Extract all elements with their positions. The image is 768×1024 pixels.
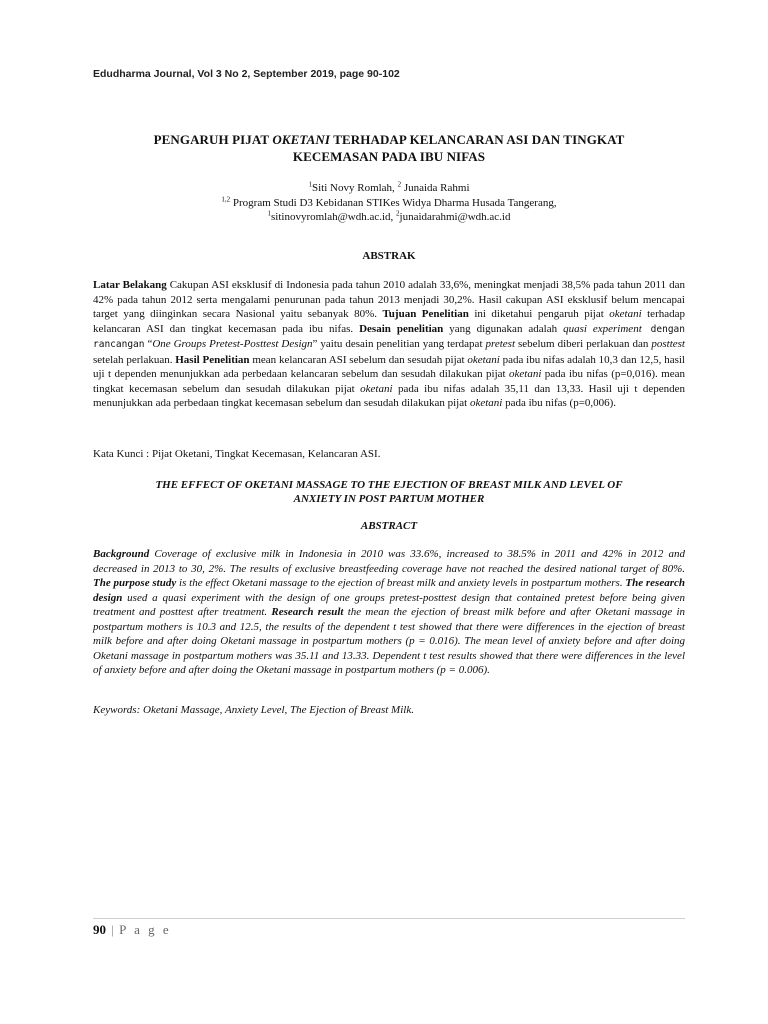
abstract-paragraph (93, 547, 685, 678)
abstract-text-2: is the effect Oketani massage to the ejection of breast milk and anxiety levels in postpartum mothers. (176, 577, 626, 589)
author-name-2: Junaida Rahmi (401, 182, 470, 194)
abstrak-text-6: ” yaitu desain penelitian yang terdapat (312, 338, 486, 350)
abstrak-text-2: ini diketahui pengaruh pijat (468, 308, 610, 320)
abstrak-mono-1: dengan rancangan (93, 323, 686, 350)
abstract-heading: ABSTRACT (360, 520, 418, 532)
abstrak-text-12: pada ibu nifas adalah 35,11 dan 13,33. Hasil uji t dependen menunjukkan ada perbedaan tingkat kecemasan sebelum dan sesudah dilakukan pijat (93, 382, 686, 409)
email-2[interactable]: junaidarahmi@wdh.ac.id (399, 211, 511, 223)
abstract-text-1: Coverage of exclusive milk in Indonesia in 2010 was 33.6%, increased to 38.5% in 2011 and 42% in 2012 and decreased in 2013 to 30, 2%. The results of exclusive breastfeeding coverage have not reached the desired national target of 80%. (93, 548, 685, 575)
abstrak-bold-1: Latar Belakang (93, 279, 167, 291)
abstract-bold-3: The research design (93, 577, 685, 604)
abstrak-text-13: pada ibu nifas (p=0,006). (502, 397, 617, 409)
abstrak-italic-3: One Groups Pretest-Posttest Design (152, 338, 313, 350)
abstrak-text-4: yang digunakan adalah (443, 322, 564, 335)
title-text-a: PENGARUH PIJAT (153, 132, 273, 147)
page-word: P a g e (119, 922, 172, 937)
abstract-bold-1: Background (93, 548, 150, 560)
english-title-line-2: ANXIETY IN POST PARTUM MOTHER (293, 493, 485, 505)
footer-separator: | (111, 922, 114, 937)
kata-kunci: Kata Kunci : Pijat Oketani, Tingkat Kecemasan, Kelancaran ASI. (93, 448, 381, 460)
abstrak-text-9: mean kelancaran ASI sebelum dan sesudah pijat (249, 353, 468, 366)
abstrak-text-5: “ (144, 338, 153, 350)
abstrak-italic-2: quasi experiment (563, 322, 642, 335)
author-name-1: Siti Novy Romlah, (312, 182, 398, 194)
page-number: 90 (93, 922, 106, 937)
email-1[interactable]: sitinovyromlah@wdh.ac.id, (271, 211, 397, 223)
abstrak-italic-4: pretest (485, 338, 515, 350)
author-affiliation (93, 196, 685, 211)
abstrak-text-3: terhadap kelancaran ASI dan tingkat kecemasan pada ibu nifas. (93, 308, 685, 335)
abstract-bold-4: Research result (271, 606, 344, 618)
abstrak-text-10: pada ibu nifas adalah 10,3 dan 12,5, hasil uji t dependen menunjukkan ada perbedaan kelancaran sebelum dan sesudah dilakukan pijat (93, 353, 685, 380)
paper-title (93, 131, 685, 165)
footer-divider (93, 918, 685, 919)
english-title (93, 478, 685, 506)
author-block (93, 181, 685, 225)
abstrak-italic-6: oketani (467, 353, 500, 366)
abstrak-text-11: pada ibu nifas (p=0,016). mean tingkat kecemasan sebelum dan sesudah dilakukan pijat (93, 368, 685, 395)
title-text-italic: OKETANI (272, 132, 331, 147)
title-line-2: KECEMASAN PADA IBU NIFAS (292, 149, 486, 164)
abstrak-italic-1: oketani (609, 308, 642, 320)
abstrak-italic-9: oketani (469, 397, 503, 409)
abstract-text-4: the mean the ejection of breast milk before and after Oketani massage in postpartum mothers is 10.3 and 12.5, the results of the dependent t test showed that there were differences in the ejection of breast milk before and after doing Oketani massage in postpartum mothers (p = 0.016). The mean level of anxiety before and after doing Oketani massage in postpartum mothers was 35.11 and 13.33. Dependent t test results showed that there were differences in the level of anxiety before and after doing the Oketani massage in postpartum mothers (p = 0.006). (93, 606, 686, 676)
email-sup-2: 2 (396, 209, 400, 218)
author-sup-2: 2 (397, 180, 402, 189)
abstract-text-3: used a quasi experiment with the design of one groups pretest-posttest design that contained pretest before being given treatment and posttest after treatment. (93, 591, 685, 618)
abstrak-text-7: sebelum diberi perlakuan dan (515, 338, 652, 350)
affiliation-text: Program Studi D3 Kebidanan STIKes Widya Dharma Husada Tangerang, (230, 196, 557, 209)
affiliation-sup: 1,2 (221, 194, 231, 203)
abstract-bold-2: The purpose study (93, 577, 177, 589)
abstrak-bold-2: Tujuan Penelitian (382, 308, 469, 320)
abstrak-italic-5: posttest (651, 338, 685, 350)
abstrak-text-1: Cakupan ASI eksklusif di Indonesia pada tahun 2010 adalah 33,6%, meningkat menjadi 38,5% pada tahun 2011 dan 42% pada tahun 2012 serta mengalami penurunan pada tahun 2013 menjadi 30,2%. Hasil cakupan ASI eksklusif belum mencapai target yang diinginkan secara Nasional yaitu sebanyak 80%. (93, 279, 685, 320)
abstrak-text-8: setelah perlakuan. (93, 353, 176, 366)
title-line-1 (93, 131, 685, 148)
keywords-english: Keywords: Oketani Massage, Anxiety Level, The Ejection of Breast Milk. (93, 704, 414, 716)
author-sup-1: 1 (308, 180, 312, 189)
author-names (93, 181, 685, 196)
abstrak-italic-8: oketani (360, 382, 393, 395)
paper-page (93, 0, 685, 1024)
author-emails (93, 210, 685, 225)
english-title-line-1: THE EFFECT OF OKETANI MASSAGE TO THE EJECTION OF BREAST MILK AND LEVEL OF (155, 479, 623, 491)
abstrak-bold-4: Hasil Penelitian (175, 353, 250, 366)
abstrak-bold-3: Desain penelitian (359, 322, 444, 335)
email-sup-1: 1 (267, 209, 272, 218)
running-head: Edudharma Journal, Vol 3 No 2, September 2019, page 90-102 (93, 68, 400, 80)
title-text-c: TERHADAP KELANCARAN ASI DAN TINGKAT (330, 132, 625, 147)
abstrak-paragraph (93, 278, 685, 411)
page-footer (93, 922, 171, 938)
abstrak-heading: ABSTRAK (362, 250, 416, 262)
abstrak-italic-7: oketani (509, 368, 542, 380)
